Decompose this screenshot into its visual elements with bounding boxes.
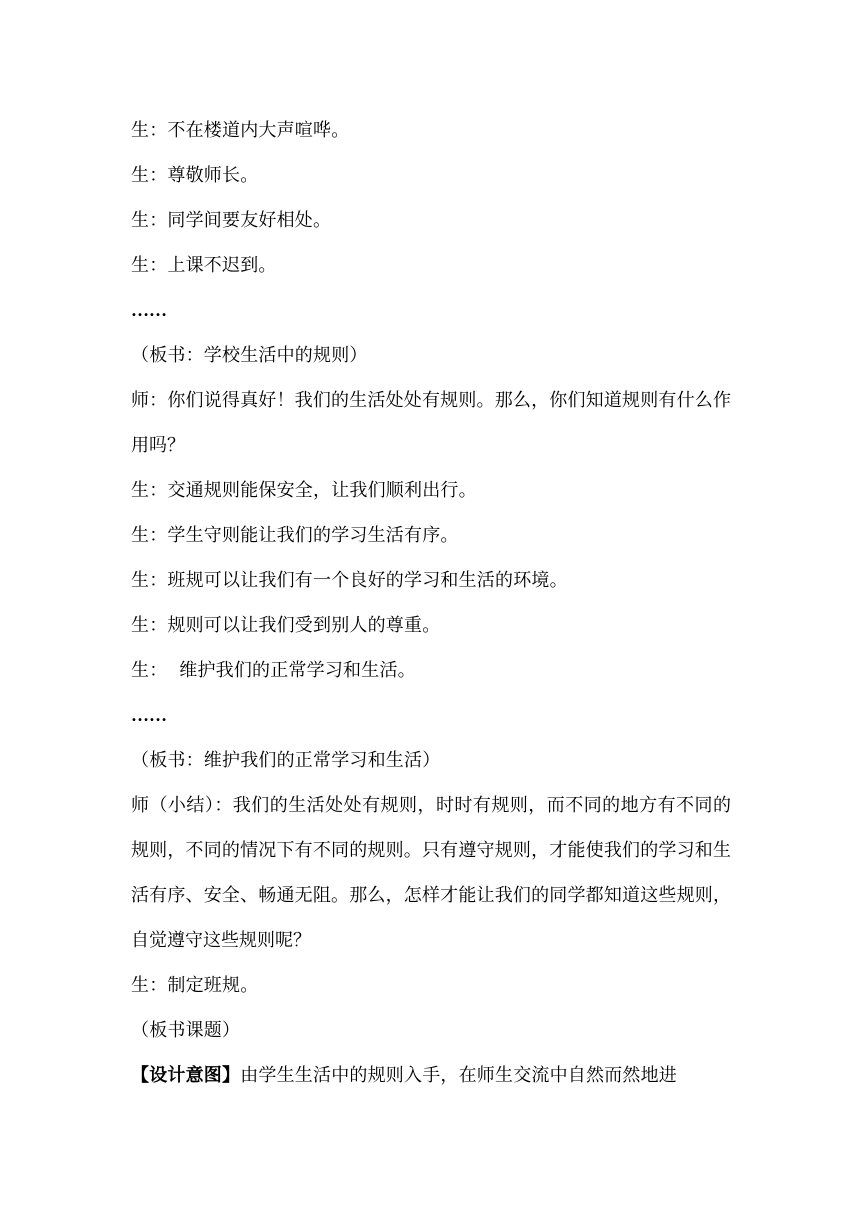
teacher-summary: 师（小结）：我们的生活处处有规则，时时有规则，而不同的地方有不同的规则，不同的情况下有不同的规则。只有遵守规则，才能使我们的学习和生活有序、安全、畅通无阻。那么，怎样才能让我们的同学都知道这些规则，自觉遵守这些规则呢？: [131, 795, 731, 951]
student-reply-1: 生：不在楼道内大声喧哗。: [131, 120, 350, 141]
student-reply-3: 生：同学间要友好相处。: [131, 210, 332, 231]
blackboard-note-2: （板书：维护我们的正常学习和生活）: [131, 750, 441, 771]
student-reply-2: 生：尊敬师长。: [131, 165, 259, 186]
student-reply-7: 生：班规可以让我们有一个良好的学习和生活的环境。: [131, 570, 568, 591]
student-reply-4: 生：上课不迟到。: [131, 255, 277, 276]
student-reply-8: 生：规则可以让我们受到别人的尊重。: [131, 615, 441, 636]
blackboard-note-3: （板书课题）: [131, 1020, 241, 1041]
student-reply-6: 生：学生守则能让我们的学习生活有序。: [131, 525, 459, 546]
lesson-transcript: [131, 108, 731, 1098]
design-intent-text: 由学生生活中的规则入手，在师生交流中自然而然地进: [240, 1065, 678, 1086]
ellipsis-1: ……: [131, 300, 167, 320]
student-reply-9: 生： 维护我们的正常学习和生活。: [131, 660, 416, 681]
blackboard-note-1: （板书：学校生活中的规则）: [131, 345, 368, 366]
teacher-question: 师：你们说得真好！我们的生活处处有规则。那么，你们知道规则有什么作用吗？: [131, 390, 731, 456]
design-intent-label: 【设计意图】: [131, 1065, 241, 1086]
student-reply-10: 生：制定班规。: [131, 975, 259, 996]
ellipsis-2: ……: [131, 705, 167, 725]
student-reply-5: 生：交通规则能保安全，让我们顺利出行。: [131, 480, 477, 501]
design-intent: [131, 1053, 731, 1098]
